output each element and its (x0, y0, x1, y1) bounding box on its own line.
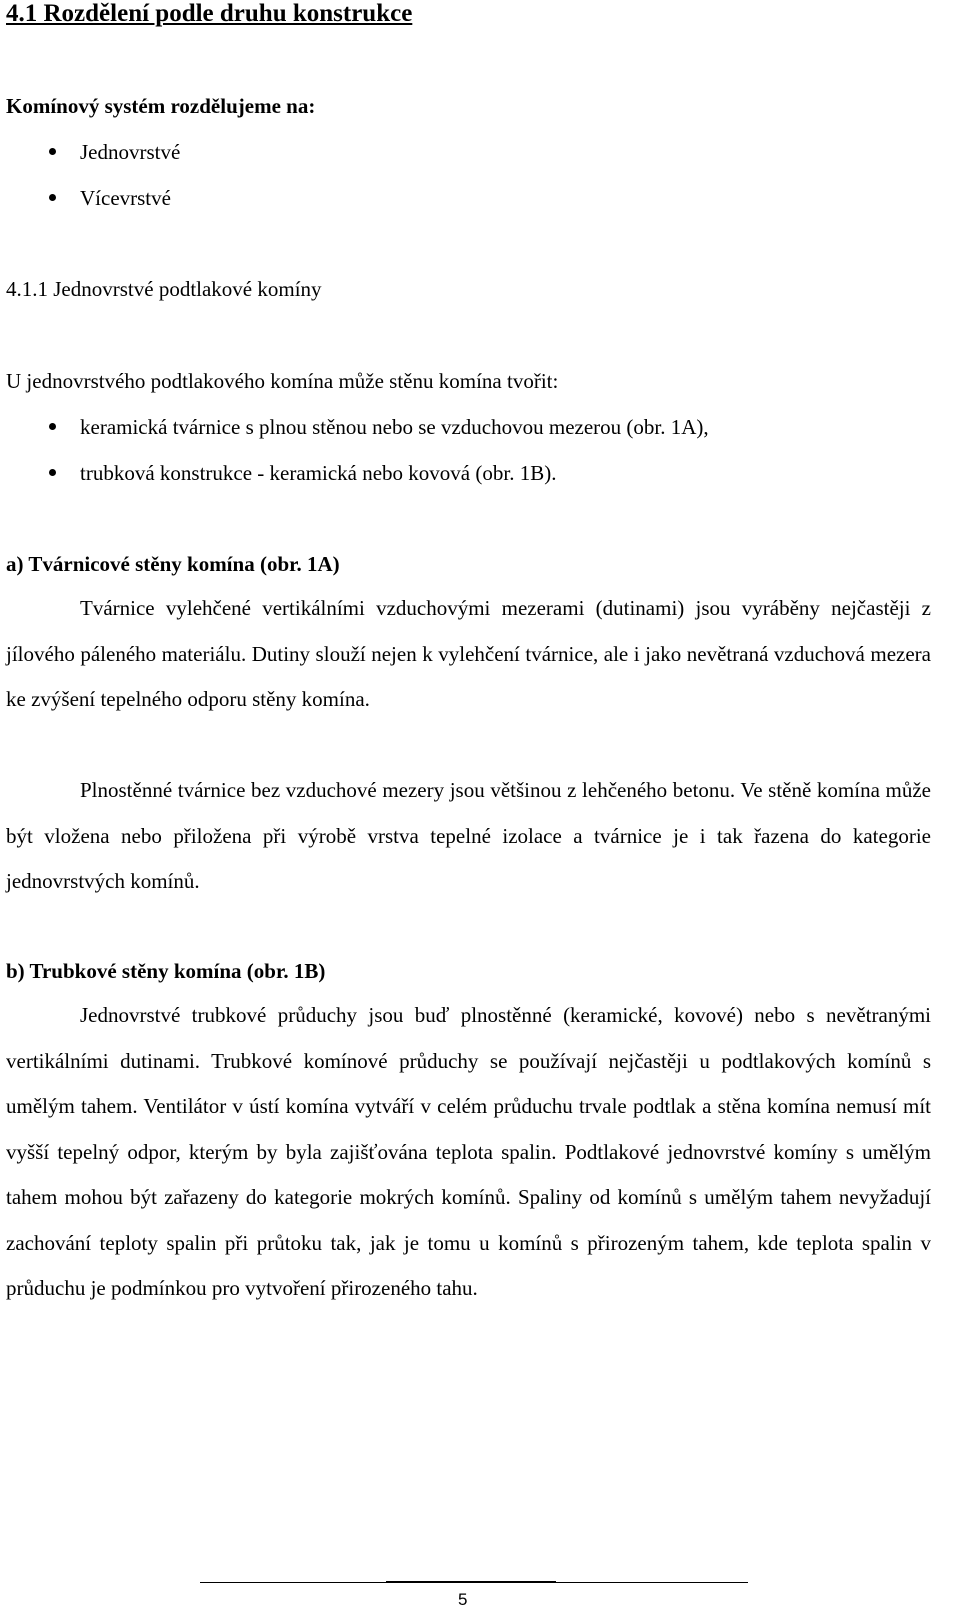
section-a-title: a) Tvárnicové stěny komína (obr. 1A) (6, 552, 340, 576)
subsection-heading: 4.1.1 Jednovrstvé podtlakové komíny (6, 277, 322, 301)
list-item: Jednovrstvé (80, 138, 180, 184)
wall-list (80, 413, 709, 505)
bullet-icon (49, 194, 56, 201)
page-number: 5 (458, 1590, 468, 1609)
list-item: keramická tvárnice s plnou stěnou nebo se vzduchovou mezerou (obr. 1A), (80, 413, 709, 459)
bullet-icon (49, 423, 56, 430)
list-item: trubková konstrukce - keramická nebo kovová (obr. 1B). (80, 459, 709, 505)
section-heading: 4.1 Rozdělení podle druhu konstrukce (6, 0, 413, 27)
intro-text: Komínový systém rozdělujeme na: (6, 94, 316, 118)
bullet-icon (49, 148, 56, 155)
list-item: Vícevrstvé (80, 184, 180, 230)
section-a-paragraph-1: Tvárnice vylehčené vertikálními vzduchovými mezerami (dutinami) jsou vyráběny nejčastěji z jílového páleného materiálu. Dutiny slouží nejen k vylehčení tvárnice, ale i jako nevětraná vzduchová mezera ke zvýšení tepelného odporu stěny komína. (6, 596, 931, 711)
footer-rule (200, 1582, 748, 1583)
wall-intro-text: U jednovrstvého podtlakového komína může stěnu komína tvořit: (6, 369, 559, 393)
intro-list (80, 138, 180, 230)
bullet-icon (49, 469, 56, 476)
section-b-paragraph-1: Jednovrstvé trubkové průduchy jsou buď plnostěnné (keramické, kovové) nebo s nevětranými vertikálními dutinami. Trubkové komínové průduchy se používají nejčastěji u podtlakových komínů s umělým tahem. Ventilátor v ústí komína vytváří v celém průduchu trvale podtlak a stěna komína nemusí mít vyšší tepelný odpor, kterým by byla zajišťována teplota spalin. Podtlakové jednovrstvé komíny s umělým tahem mohou být zařazeny do kategorie mokrých komínů. Spaliny od komínů s umělým tahem nevyžadují zachování teploty spalin při průtoku tak, jak je tomu u komínů s přirozeným tahem, kde teplota spalin v průduchu je podmínkou pro vytvoření přirozeného tahu. (6, 1003, 931, 1300)
section-b-title: b) Trubkové stěny komína (obr. 1B) (6, 959, 326, 983)
section-a-paragraph-2: Plnostěnné tvárnice bez vzduchové mezery jsou většinou z lehčeného betonu. Ve stěně komína může být vložena nebo přiložena při výrobě vrstva tepelné izolace a tvárnice je i tak řazena do kategorie jednovrstvých komínů. (6, 778, 931, 893)
